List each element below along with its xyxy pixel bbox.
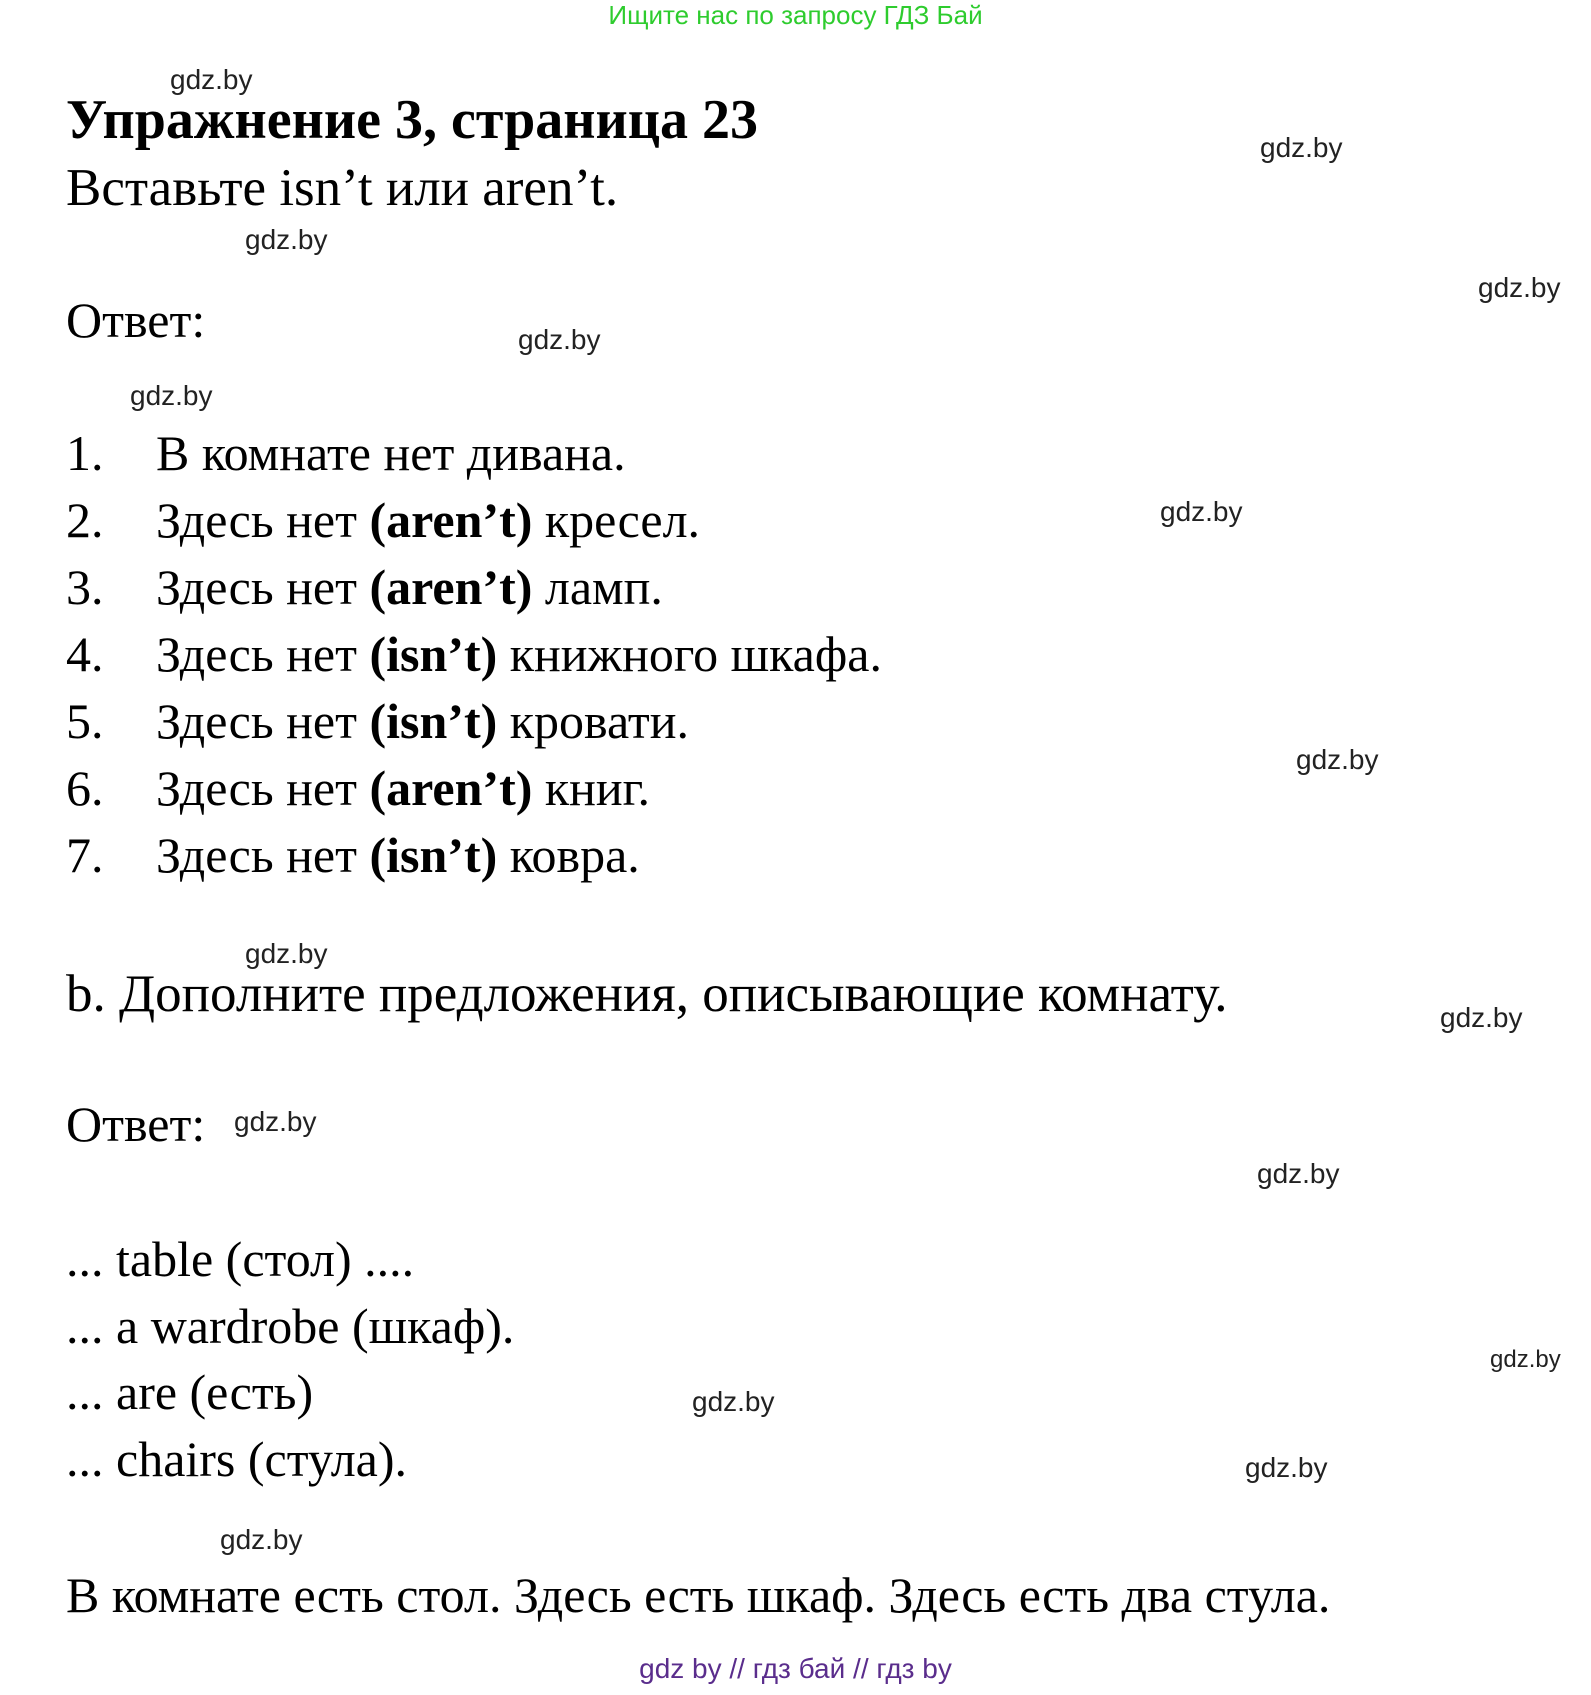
answer-item [66, 625, 882, 683]
item-number: 6. [66, 760, 104, 816]
item-text: Здесь нет [156, 693, 370, 749]
watermark: gdz.by [130, 380, 213, 411]
watermark: gdz.by [1257, 1158, 1340, 1189]
watermark: gdz.by [170, 64, 253, 95]
watermark: gdz.by [1260, 132, 1343, 163]
item-answer: (aren’t) [369, 492, 533, 548]
task-b: b. Дополните предложения, описывающие комнату. [66, 965, 1228, 1023]
item-number: 2. [66, 492, 104, 548]
item-text: Здесь нет [156, 760, 370, 816]
footer-links[interactable]: gdz by // гдз бай // гдз by [639, 1653, 952, 1684]
item-text: В комнате нет дивана. [156, 425, 626, 481]
watermark: gdz.by [1296, 744, 1379, 775]
answer-line: ... table (стол) .... [66, 1231, 415, 1287]
item-number: 7. [66, 827, 104, 883]
item-text: Здесь нет [156, 827, 370, 883]
item-text-end: книжного шкафа. [497, 626, 882, 682]
answer-item [66, 558, 663, 616]
answer-item [66, 491, 700, 549]
item-number: 3. [66, 559, 104, 615]
watermark: gdz.by [1490, 1346, 1561, 1373]
answer-line: ... chairs (стула). [66, 1431, 408, 1487]
page-title: Упражнение 3, страница 23 [66, 89, 759, 151]
item-text-end: ламп. [532, 559, 663, 615]
answer-label-b: Ответ: [66, 1096, 206, 1152]
watermark: gdz.by [1440, 1002, 1523, 1033]
item-number: 4. [66, 626, 104, 682]
watermark: gdz.by [220, 1524, 303, 1555]
watermark: gdz.by [1245, 1452, 1328, 1483]
answer-item [66, 692, 689, 750]
top-banner[interactable]: Ищите нас по запросу ГДЗ Бай [608, 0, 983, 30]
item-number: 5. [66, 693, 104, 749]
item-text-end: кресел. [532, 492, 701, 548]
answer-item [66, 759, 650, 817]
item-text: Здесь нет [156, 559, 370, 615]
watermark: gdz.by [245, 224, 328, 255]
item-text: Здесь нет [156, 492, 370, 548]
watermark: gdz.by [518, 324, 601, 355]
item-text: Здесь нет [156, 626, 370, 682]
watermark: gdz.by [234, 1106, 317, 1137]
item-answer: (isn’t) [369, 693, 498, 749]
watermark: gdz.by [245, 938, 328, 969]
answer-label: Ответ: [66, 292, 206, 348]
task-a: Вставьте isn’t или aren’t. [66, 159, 619, 217]
watermark: gdz.by [1478, 272, 1561, 303]
item-answer: (isn’t) [369, 626, 498, 682]
item-text-end: кровати. [497, 693, 689, 749]
watermark: gdz.by [692, 1386, 775, 1417]
item-answer: (aren’t) [369, 760, 533, 816]
item-text-end: ковра. [497, 827, 640, 883]
item-answer: (isn’t) [369, 827, 498, 883]
answer-item [66, 826, 640, 884]
answer-item [66, 424, 626, 482]
item-number: 1. [66, 425, 104, 481]
watermark: gdz.by [1160, 496, 1243, 527]
answer-line: ... are (есть) [66, 1364, 314, 1420]
item-answer: (aren’t) [369, 559, 533, 615]
answer-line: ... a wardrobe (шкаф). [66, 1298, 515, 1354]
final-sentence: В комнате есть стол. Здесь есть шкаф. Здесь есть два стула. [66, 1567, 1331, 1623]
item-text-end: книг. [532, 760, 651, 816]
